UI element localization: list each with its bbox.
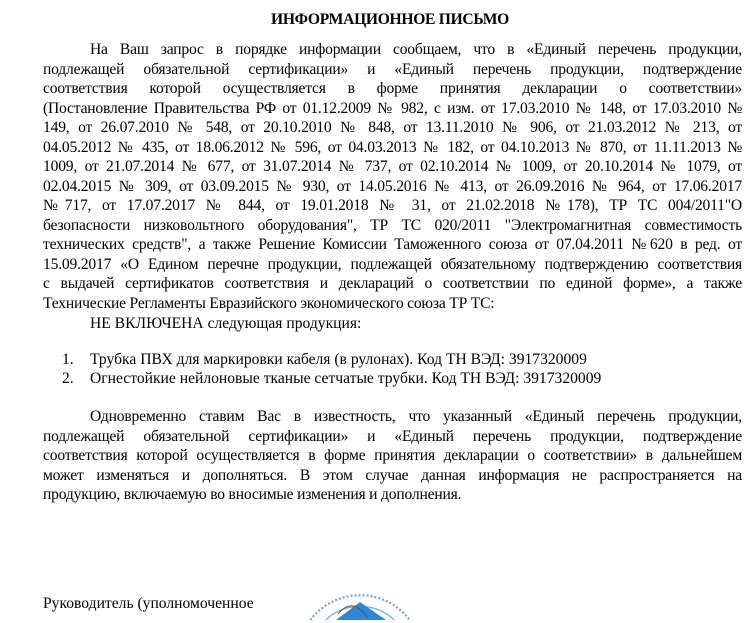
paragraph-line: Одновременно ставим Вас в известность, что указанный «Единый перечень продукции, [90, 408, 742, 425]
paragraph-line: подлежащей обязательной сертификации» и «Единый перечень продукции, подтверждение [43, 427, 742, 445]
signature-label: Руководитель (уполномоченное [43, 595, 254, 612]
list-item-number: 1. [62, 351, 74, 368]
paragraph-line: (Постановление Правительства РФ от 01.12.2009 № 982, с изм. от 17.03.2010 № 148, от 17.03.2010 № [43, 99, 742, 117]
paragraph-line: 149, от 26.07.2010 № 548, от 20.10.2010 № 848, от 13.11.2010 № 906, от 21.03.2012 № 213, от [43, 119, 742, 136]
paragraph-line: соответствия которой осуществляется в форме принятия декларации о соответствии» в дальнейшем [43, 447, 742, 464]
not-included-heading: НЕ ВКЛЮЧЕНА следующая продукция: [90, 315, 362, 332]
list-item-number: 2. [62, 370, 74, 387]
paragraph-line: может изменяться и дополняться. В этом случае данная информация не распространяется на [43, 466, 742, 484]
paragraph-line: с выдачей сертификатов соответствия и деклараций о соответствии по единой форме», а также [43, 275, 742, 292]
paragraph-line: №717, от 17.07.2017 № 844, от 19.01.2018 № 31, от 21.02.2018 №178), ТР ТС 004/2011"О [43, 197, 742, 214]
paragraph-line: безопасности низковольтного оборудования", ТР ТС 020/2011 "Электромагнитная совместимость [43, 216, 742, 234]
stamp-graphic [298, 584, 428, 620]
product-list [62, 350, 601, 388]
paragraph-request [43, 40, 742, 313]
paragraph-line: 1009, от 21.07.2014 № 677, от 31.07.2014 № 737, от 02.10.2014 № 1009, от 20.10.2014 № 1079, от [43, 158, 742, 175]
paragraph-notice [43, 407, 742, 505]
list-item-text: Трубка ПВХ для маркировки кабеля (в рулонах). Код ТН ВЭД: 3917320009 [90, 351, 587, 368]
paragraph-line: На Ваш запрос в порядке информации сообщаем, что в «Единый перечень продукции, [90, 41, 742, 58]
list-item [62, 350, 601, 369]
list-item [62, 369, 601, 388]
paragraph-line: продукцию, включаемую во вносимые изменения и дополнения. [43, 486, 462, 503]
list-item-text: Огнестойкие нейлоновые тканые сетчатые трубки. Код ТН ВЭД: 3917320009 [90, 370, 602, 387]
document-title: ИНФОРМАЦИОННОЕ ПИСЬМО [270, 11, 509, 28]
paragraph-line: 02.04.2015 № 309, от 03.09.2015 № 930, от 14.05.2016 № 413, от 26.09.2016 № 964, от 17.06.2017 [43, 177, 742, 195]
paragraph-line: 04.05.2012 № 435, от 18.06.2012 № 596, от 04.03.2013 № 182, от 04.10.2013 № 870, от 11.11.2013 № [43, 138, 742, 156]
paragraph-line: подлежащей обязательной сертификации» и «Единый перечень продукции, подтверждение [43, 60, 742, 78]
paragraph-line: Технические Регламенты Евразийского экономического союза ТР ТС: [43, 294, 495, 312]
paragraph-line: 15.09.2017 «О Едином перечне продукции, подлежащей обязательному подтверждению соответствия [43, 255, 742, 273]
paragraph-line: соответствия которой осуществляется в форме принятия декларации о соответствии» [43, 80, 742, 97]
company-stamp [298, 584, 428, 620]
paragraph-line: технических средств", а также Решение Комиссии Таможенного союза от 07.04.2011 №620 в ред. от [43, 236, 742, 253]
